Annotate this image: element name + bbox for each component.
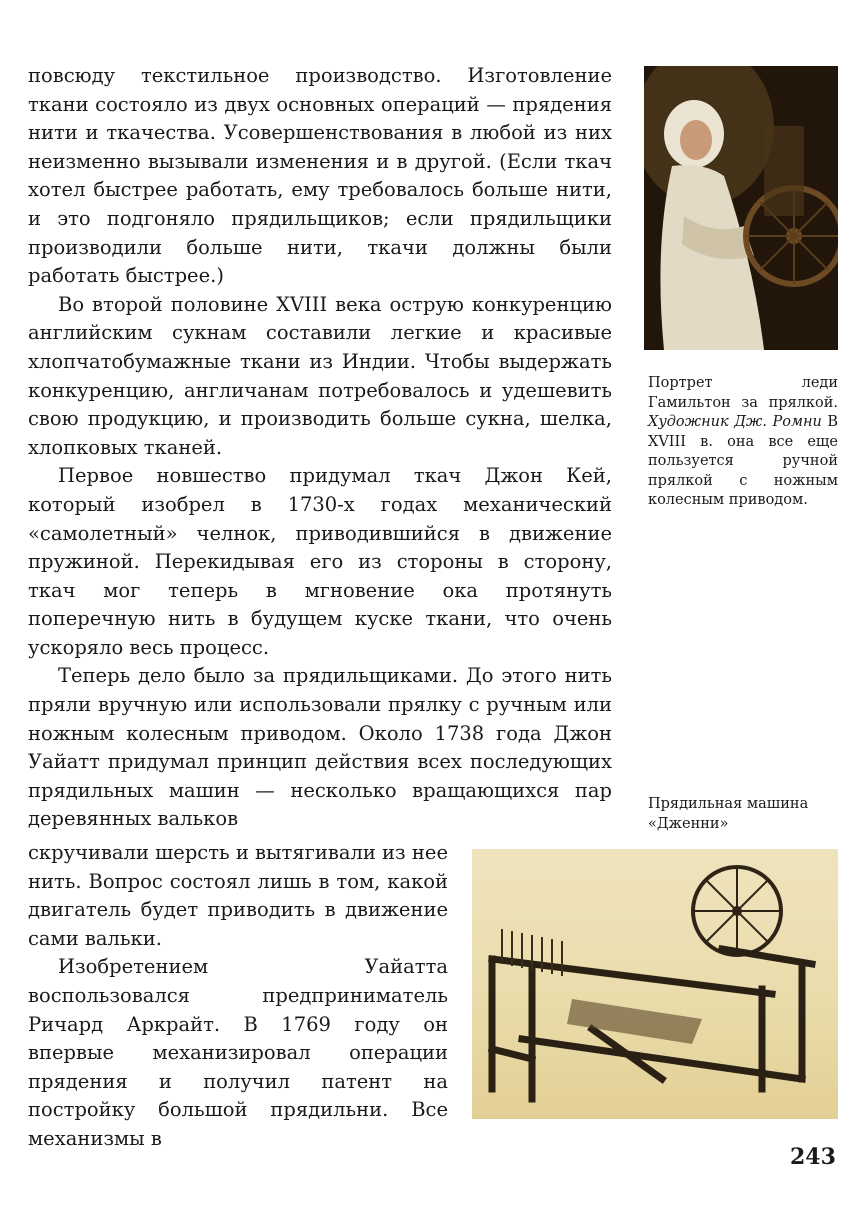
paragraph-4: Теперь дело было за прядильщиками. До этого нить пряли вручную или использовали прялку с ручным или ножным колесным приводом. Около 1738 года Джон Уайатт придумал принцип действия всех последующих прядильных машин — несколько вращающихся пар деревянных вальков [28, 664, 612, 831]
paragraph-4-continued: скручивали шерсть и вытягивали из нее нить. Вопрос состоял лишь в том, какой двигатель будет приводить в движение сами вальки. [28, 841, 448, 950]
paragraph-5: Изобретением Уайатта воспользовался предприниматель Ричард Аркрайт. В 1769 году он впервые механизировал операции прядения и получил патент на постройку большой прядильни. Все механизмы в [28, 955, 448, 1150]
portrait-caption-note: В XVIII в. она все еще пользуется ручной прялкой с ножным колесным приводом. [648, 414, 839, 508]
jenny-caption: Прядильная машина «Дженни» [648, 796, 809, 832]
paragraph-2: Во второй половине XVIII века острую конкуренцию английским сукнам составили легкие и красивые хлопчатобумажные ткани из Индии. Чтобы выдержать конкуренцию, англичанам потребовалось и удешевить свою продукцию, и производить больше сукна, шелка, хлопковых тканей. [28, 292, 612, 459]
portrait-lady-hamilton-image [644, 66, 838, 350]
portrait-caption-text: Портрет леди Гамильтон за прялкой. [648, 375, 838, 411]
main-text-column [28, 62, 612, 834]
spinning-jenny-image [472, 849, 838, 1119]
portrait-caption-author: Художник Дж. Ромни [648, 414, 822, 430]
paragraph-3: Первое новшество придумал ткач Джон Кей, который изобрел в 1730-х годах механический «самолетный» челнок, приводившийся в движение пружиной. Перекидывая его из стороны в сторону, ткач мог теперь в мгновение ока протянуть поперечную нить в будущем куске ткани, что очень ускоряло весь процесс. [28, 464, 612, 659]
narrow-text-column [28, 839, 448, 1154]
portrait-caption [648, 374, 838, 511]
page-number: 243 [790, 1144, 836, 1170]
paragraph-1: повсюду текстильное производство. Изготовление ткани состояло из двух основных операций — прядения нити и ткачества. Усовершенствования в любой из них неизменно вызывали изменения и в другой. (Если ткач хотел быстрее работать, ему требовалось больше нити, и это подгоняло прядильщиков; если прядильщики производили больше нити, ткачи должны были работать быстрее.) [28, 64, 612, 288]
